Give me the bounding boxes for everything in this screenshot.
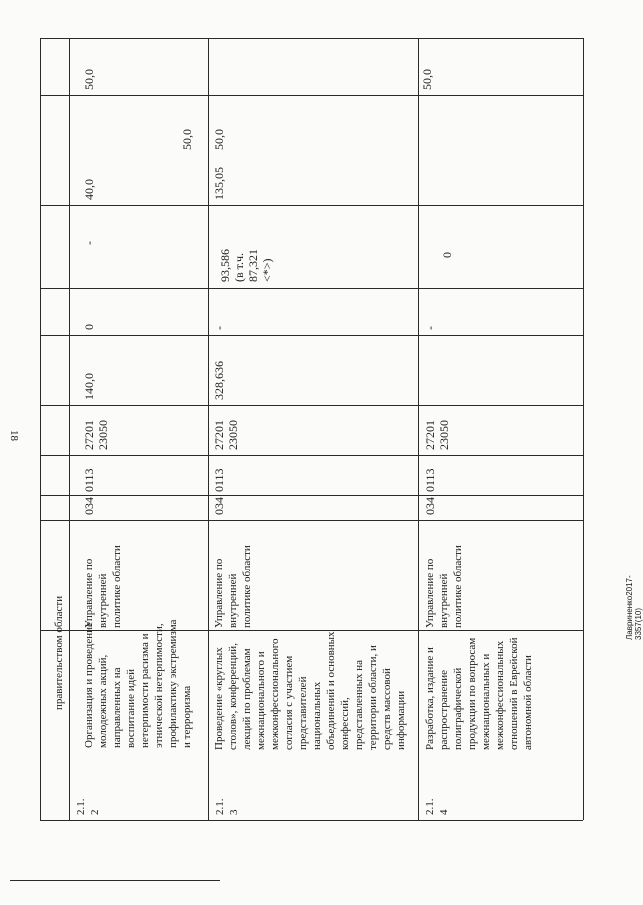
measure-name: Проведение «круглых столов», конференций, лекций по проблемам межнационального и межконфессионального согласия с участием представителей национальных объединений и основных конфессий, представленных на территории области, и средств массовой информации [213,631,407,750]
value-year-2: - [82,241,96,245]
rzpr-code: 0113 [82,468,96,492]
csr-code: 27201 23050 [82,420,110,450]
document-stamp: Лавриненко2017-3357(10) [625,575,643,640]
rzpr-code: 0113 [423,468,437,492]
value-year-5: 50,0 [420,69,434,90]
table-border-top [40,38,583,39]
column-separator [40,405,583,406]
column-separator [40,520,583,521]
column-separator [40,288,583,289]
column-separator [40,205,583,206]
value-year-1: - [423,326,437,330]
row-separator [418,38,419,820]
grbs-code: 034 [423,497,437,515]
measure-name: Организация и проведение молодежных акций, направленных на воспитание идей нетерпимости расизма и этнической нетерпимости, профилактику экстремизма и терроризма [83,619,193,748]
csr-code: 27201 23050 [212,420,240,450]
value-year-4: 50,0 [212,129,226,150]
continued-header: правительством области [53,595,65,710]
value-year-2: 93,586 (в т.ч. 87,321 <*>) [218,249,274,282]
row-index: 2.1. 3 [214,798,240,815]
value-year-3: 40,0 [82,179,96,200]
grbs-code: 034 [212,497,226,515]
column-separator [40,335,583,336]
column-separator [40,495,583,496]
measure-name: Разработка, издание и распространение полиграфической продукции по вопросам межнациональных и межконфессиональных отношений в Еврейской автономной области [424,637,534,750]
row-separator [69,38,70,820]
row-index: 2.1. 4 [424,798,450,815]
value-total: 140,0 [82,373,96,400]
footnote-rule [10,880,220,881]
column-separator [40,95,583,96]
row-separator [208,38,209,820]
csr-code: 27201 23050 [423,420,451,450]
column-separator [40,455,583,456]
rzpr-code: 0113 [212,468,226,492]
executor: Управление по внутренней политике области [83,545,123,628]
table-border-right [583,38,584,820]
value-year-1: 0 [82,324,96,330]
table-border-left [40,38,41,820]
value-year-2: 0 [440,252,454,258]
grbs-code: 034 [82,497,96,515]
executor: Управление по внутренней политике области [424,545,464,628]
executor: Управление по внутренней политике области [213,545,253,628]
row-index: 2.1. 2 [75,798,101,815]
value-year-1: - [212,326,226,330]
value-year-3: 135,05 [212,167,226,200]
value-year-4: 50,0 [180,129,194,150]
page-number: 18 [8,430,20,441]
table-border-bottom [40,820,583,821]
value-year-5: 50,0 [82,69,96,90]
value-total: 328,636 [212,361,226,400]
